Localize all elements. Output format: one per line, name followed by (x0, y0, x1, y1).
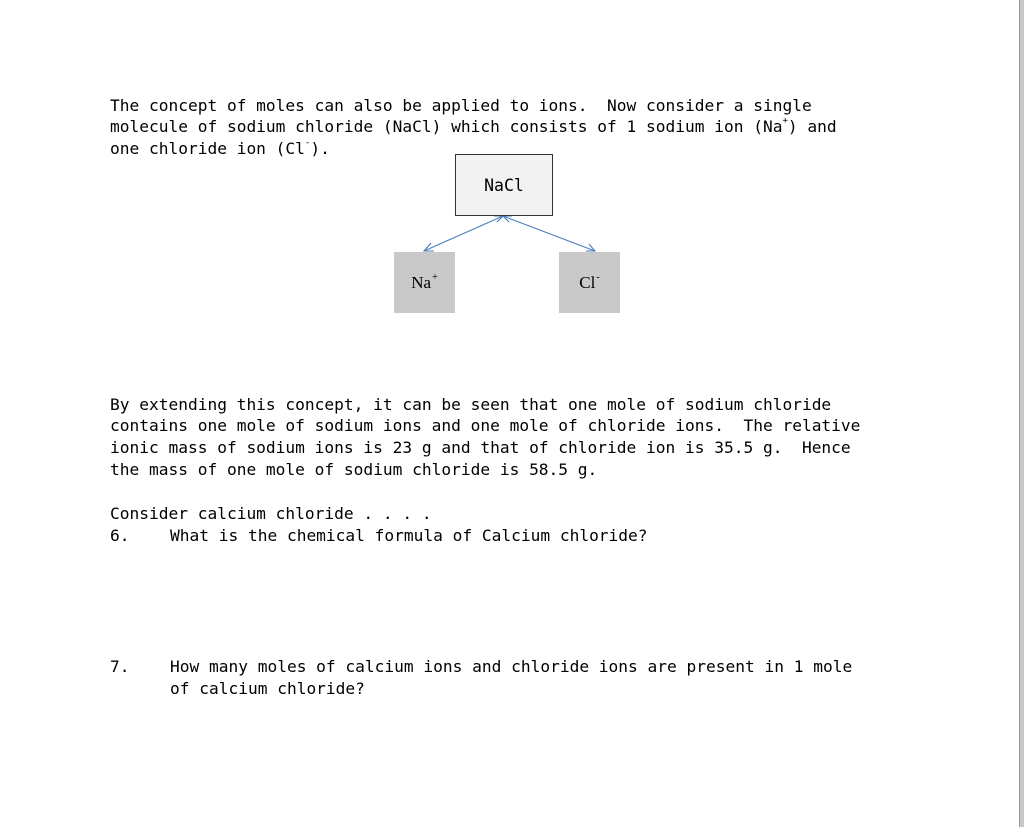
intro-line-2-end: ) and (787, 117, 837, 137)
chloride-ion-sup: - (596, 271, 600, 283)
chloride-ion-charge: - (304, 138, 311, 149)
extension-line-2: contains one mole of sodium ions and one mole of chloride ions. The relative (110, 416, 861, 436)
question-6-number: 6. (110, 526, 130, 545)
intro-line-3-end: ). (310, 139, 330, 159)
question-7 (110, 656, 853, 743)
sodium-ion-label (411, 273, 437, 293)
sodium-chloride-box (455, 154, 553, 216)
extension-line-3: ionic mass of sodium ions is 23 g and that of chloride ion is 35.5 g. Hence (110, 438, 851, 458)
question-7-text-line-2: of calcium chloride? (170, 678, 365, 698)
arrowhead-chloride (586, 244, 595, 251)
question-7-text-line-1: How many moles of calcium ions and chloride ions are present in 1 mole (170, 657, 853, 676)
consider-text: Consider calcium chloride . . . . (110, 503, 432, 523)
arrow-to-chloride (503, 216, 595, 251)
chloride-ion-label (579, 273, 599, 293)
arrowhead-top-right (503, 216, 512, 222)
question-6 (110, 525, 648, 590)
intro-line-3-text: one chloride ion (Cl (110, 139, 305, 159)
intro-line-2 (110, 117, 837, 136)
intro-paragraph (110, 73, 837, 160)
extension-line-4: the mass of one mole of sodium chloride is 58.5 g. (110, 459, 598, 479)
chloride-ion-box (559, 252, 620, 313)
sodium-ion-charge: + (782, 116, 788, 127)
arrowhead-top-left (494, 216, 503, 222)
chloride-ion-symbol: Cl (579, 272, 596, 292)
extension-line-1: By extending this concept, it can be seen that one mole of sodium chloride (110, 394, 832, 414)
arrow-group (424, 216, 595, 251)
intro-line-2-text: molecule of sodium chloride (NaCl) which consists of 1 sodium ion (Na (110, 117, 783, 137)
intro-line-1: The concept of moles can also be applied to ions. Now consider a single (110, 95, 812, 115)
question-6-text: What is the chemical formula of Calcium chloride? (170, 526, 648, 545)
intro-line-3 (110, 139, 330, 158)
extension-paragraph (110, 372, 860, 481)
question-7-number: 7. (110, 657, 130, 676)
sodium-ion-symbol: Na (411, 272, 432, 292)
arrow-to-sodium (424, 216, 503, 251)
page-right-edge (1019, 0, 1024, 827)
sodium-chloride-label: NaCl (484, 175, 524, 195)
arrowhead-sodium (424, 243, 434, 251)
consider-line (110, 481, 432, 524)
sodium-ion-box (394, 252, 455, 313)
sodium-ion-sup: + (432, 271, 438, 283)
